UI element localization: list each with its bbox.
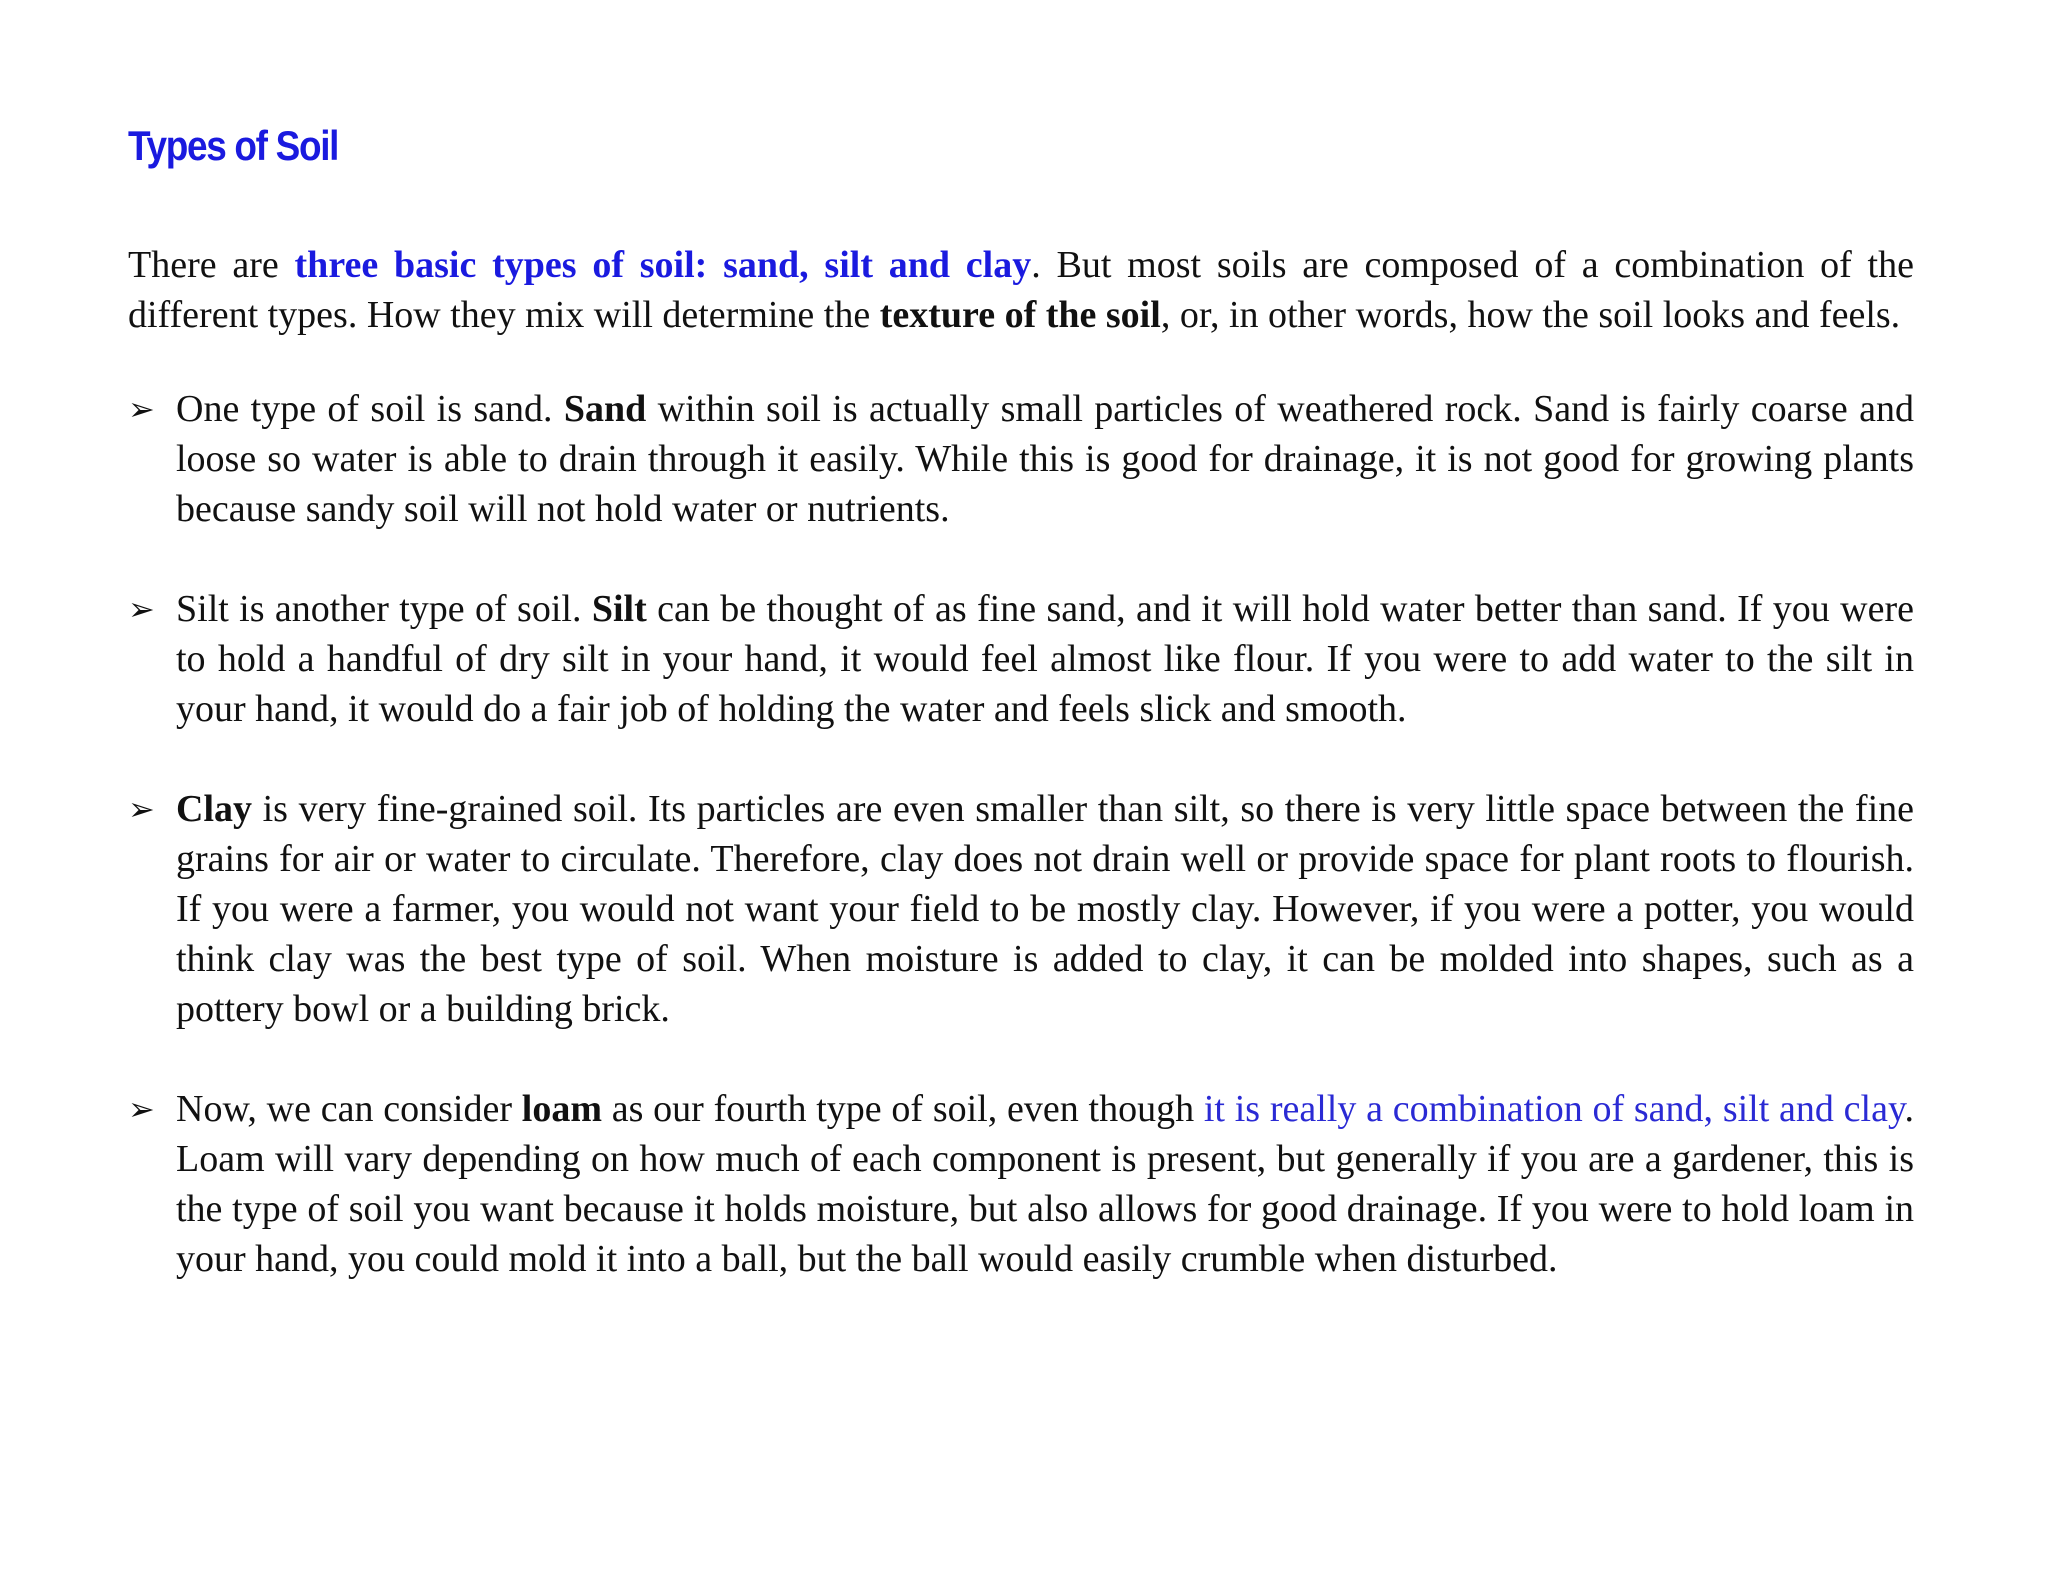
bullet-term: Clay <box>176 788 252 830</box>
intro-text-1: There are <box>128 244 295 286</box>
bullet-text-post: is very fine-grained soil. Its particles are even smaller than silt, so there is very little space between the fine grains for air or water to circulate. Therefore, clay does not drain well or provide space for plant roots to flourish. If you were a farmer, you would not want your field to be mostly clay. However, if you were a potter, you would think clay was the best type of soil. When moisture is added to clay, it can be molded into shapes, such as a pottery bowl or a building brick. <box>176 788 1914 1030</box>
bullet-text-pre: Now, we can consider <box>176 1088 522 1130</box>
bullet-text-pre: One type of soil is sand. <box>176 388 564 430</box>
intro-paragraph <box>128 240 1914 340</box>
bullet-term: Sand <box>563 388 647 430</box>
page-title: Types of Soil <box>128 122 339 169</box>
list-item-clay <box>128 784 1914 1034</box>
bullet-text-mid: as our fourth type of soil, even though <box>601 1088 1204 1130</box>
intro-highlight: three basic types of soil: sand, silt and clay <box>294 244 1032 286</box>
list-item-sand <box>128 384 1914 534</box>
bullet-text-pre: Silt is another type of soil. <box>176 588 592 630</box>
bullet-highlight: it is really a combination of sand, silt and clay <box>1203 1088 1905 1130</box>
document-content <box>128 118 1914 1334</box>
arrow-bullet-icon: ➢ <box>128 1090 155 1128</box>
arrow-bullet-icon: ➢ <box>128 390 155 428</box>
intro-bold: texture of the soil <box>879 294 1161 336</box>
arrow-bullet-icon: ➢ <box>128 790 155 828</box>
bullet-term: Silt <box>591 588 647 630</box>
intro-text-2: . But most soils are composed of a combination of the different types. How they mix will determine the <box>128 244 1914 336</box>
bullet-text-post: within soil is actually small particles of weathered rock. Sand is fairly coarse and loose so water is able to drain through it easily. While this is good for drainage, it is not good for growing plants because sandy soil will not hold water or nutrients. <box>176 388 1914 530</box>
list-item-silt <box>128 584 1914 734</box>
arrow-bullet-icon: ➢ <box>128 590 155 628</box>
bullet-text-post: can be thought of as fine sand, and it will hold water better than sand. If you were to hold a handful of dry silt in your hand, it would feel almost like flour. If you were to add water to the silt in your hand, it would do a fair job of holding the water and feels slick and smooth. <box>176 588 1914 730</box>
bullet-term: loam <box>521 1088 602 1130</box>
list-item-loam <box>128 1084 1914 1284</box>
soil-types-list <box>128 384 1914 1284</box>
bullet-text-post: . Loam will vary depending on how much of each component is present, but generally if you are a gardener, this is the type of soil you want because it holds moisture, but also allows for good drainage. If you were to hold loam in your hand, you could mold it into a ball, but the ball would easily crumble when disturbed. <box>176 1088 1914 1280</box>
intro-text-3: , or, in other words, how the soil looks and feels. <box>1160 294 1901 336</box>
